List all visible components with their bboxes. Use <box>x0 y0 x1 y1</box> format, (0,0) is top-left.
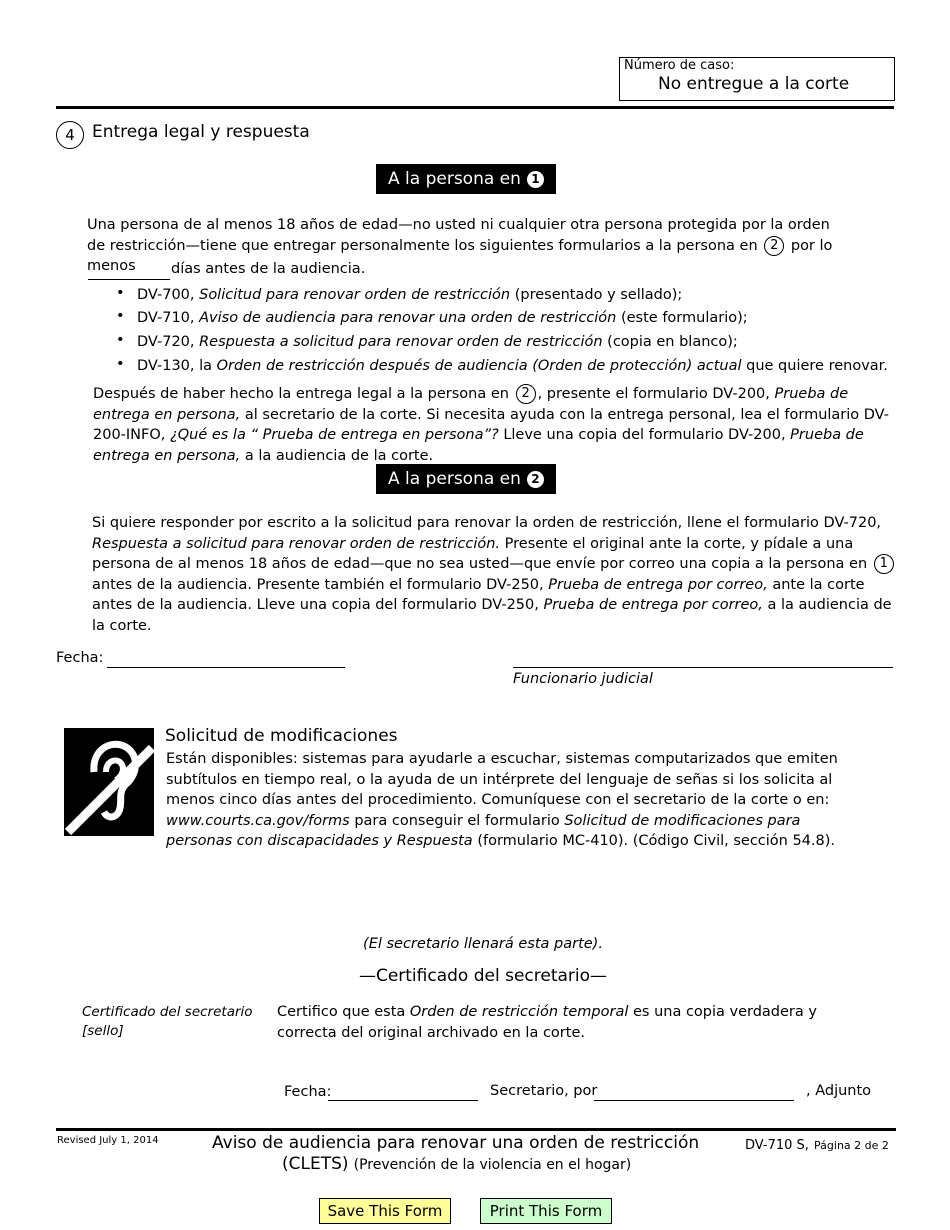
ada-title: Solicitud de modificaciones <box>165 726 398 746</box>
signature-line[interactable] <box>513 667 893 668</box>
date-field[interactable] <box>107 667 345 668</box>
save-form-button[interactable]: Save This Form <box>319 1198 451 1224</box>
bullet-mark: • <box>116 308 125 324</box>
banner-person-1 <box>376 164 556 194</box>
paragraph-response: Si quiere responder por escrito a la solicitud para renovar la orden de restricción, llene el formulario DV-720, Respuesta a solicitud para renovar orden de restricción. Presente el original ante la corte, y pídale a una persona de al menos 18 años de edad—que no sea usted—que envíe por correo una copia a la persona en 1 antes de la audiencia. Presente también el formulario DV-250, Prueba de entrega por correo, ante la corte antes de la audiencia. Lleve una copia del formulario DV-250, Prueba de entrega por correo, a la audiencia de la corte. <box>92 513 900 636</box>
judicial-officer-label: Funcionario judicial <box>513 671 653 687</box>
footer-rule <box>56 1128 896 1131</box>
circled-ref: 2 <box>516 384 536 404</box>
circled-ref: 2 <box>764 236 784 256</box>
clerk-date-label: Fecha: <box>284 1084 332 1100</box>
clerk-seal-label: Certificado del secretario [sello] <box>82 1004 253 1039</box>
bullet-mark: • <box>116 285 125 301</box>
banner-label: A la persona en <box>388 169 521 189</box>
form-title: Aviso de audiencia para renovar una orden de restricción <box>212 1133 700 1153</box>
date-label: Fecha: <box>56 650 104 666</box>
case-number-value[interactable]: No entregue a la corte <box>658 74 850 94</box>
clerk-signature-field[interactable] <box>594 1100 794 1101</box>
case-number-box <box>619 57 895 101</box>
courts-link[interactable]: www.courts.ca.gov/forms <box>166 812 350 829</box>
form-number: DV-710 S, Página 2 de 2 <box>745 1138 889 1153</box>
clerk-certificate-title: —Certificado del secretario— <box>358 966 608 986</box>
banner-person-2 <box>376 464 556 494</box>
top-rule <box>56 106 894 109</box>
clerk-by-label: Secretario, por <box>490 1083 598 1099</box>
circled-number: 2 <box>527 471 544 488</box>
circled-number: 1 <box>527 171 544 188</box>
clerk-note: (El secretario llenará esta parte). <box>363 936 603 952</box>
section-title: Entrega legal y respuesta <box>92 122 310 142</box>
print-form-button[interactable]: Print This Form <box>480 1198 612 1224</box>
paragraph-proof-of-service: Después de haber hecho la entrega legal a la persona en 2 , presente el formulario DV-200, Prueba de entrega en persona, al secretario de la corte. Si necesita ayuda con la entrega personal, lea el formulario DV-200-INFO, ¿Qué es la “ Prueba de entrega en persona”? Lleve una copia del formulario DV-200, Prueba de entrega en persona, a la audiencia de la corte. <box>93 386 889 464</box>
deputy-label: , Adjunto <box>806 1083 872 1099</box>
list-item: DV-130, la Orden de restricción después de audiencia (Orden de protección) actual que quiere renovar. <box>137 358 888 374</box>
ada-text: Están disponibles: sistemas para ayudarle a escuchar, sistemas computarizados que emiten subtítulos en tiempo real, o la ayuda de un intérprete del lenguaje de señas si los solicita al menos cinco días antes del procedimiento. Comuníquese con el secretario de la corte o en: www.courts.ca.gov/forms para conseguir el formulario Solicitud de modificaciones para personas con discapacidades y Respuesta (formulario MC-410). (Código Civil, sección 54.8). <box>166 751 838 849</box>
list-item: DV-710, Aviso de audiencia para renovar una orden de restricción (este formulario); <box>137 310 748 326</box>
circled-ref: 1 <box>874 554 894 574</box>
list-item: DV-700, Solicitud para renovar orden de restricción (presentado y sellado); <box>137 287 683 303</box>
days-text: días antes de la audiencia. <box>171 261 366 277</box>
banner-label: A la persona en <box>388 469 521 489</box>
section-number: 4 <box>56 121 84 149</box>
hearing-assistance-icon <box>64 728 154 836</box>
days-field[interactable] <box>88 279 170 280</box>
list-item: DV-720, Respuesta a solicitud para renovar orden de restricción (copia en blanco); <box>137 334 738 350</box>
clerk-date-field[interactable] <box>328 1100 478 1101</box>
bullet-mark: • <box>116 332 125 348</box>
revised-date: Revised July 1, 2014 <box>57 1135 159 1146</box>
clerk-certification-text: Certifico que esta Orden de restricción temporal es una copia verdadera y correcta del original archivado en la corte. <box>277 1004 817 1041</box>
form-clets: (CLETS) (Prevención de la violencia en el hogar) <box>282 1154 632 1174</box>
paragraph-service: Una persona de al menos 18 años de edad—no usted ni cualquier otra persona protegida por la orden de restricción—tiene que entregar personalmente los siguientes formularios a la persona en 2 por lo menos <box>87 217 833 274</box>
case-number-label: Número de caso: <box>624 58 735 73</box>
bullet-mark: • <box>116 356 125 372</box>
